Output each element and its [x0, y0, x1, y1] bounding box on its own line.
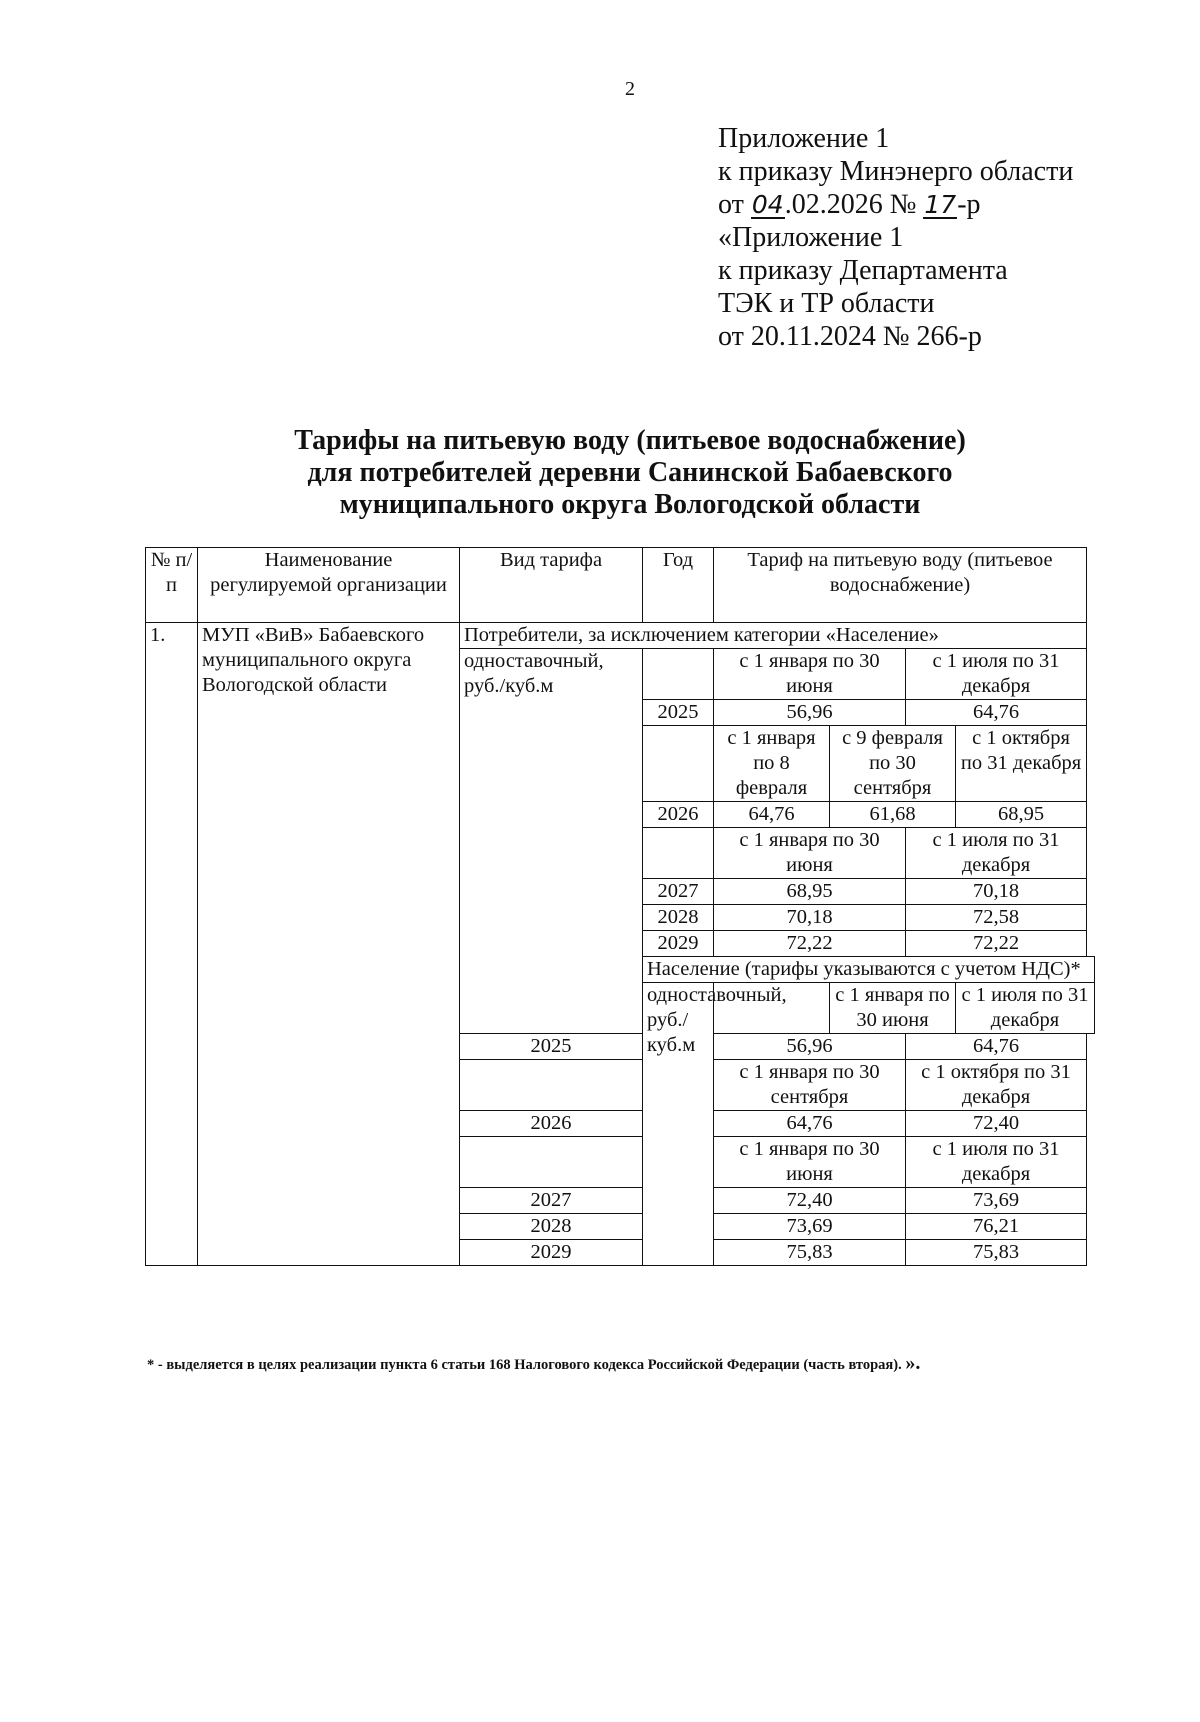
annex-block [718, 122, 1073, 353]
period-label: с 1 января по 30 июня [714, 828, 906, 879]
page-number: 2 [625, 78, 635, 100]
header-num: № п/п [146, 548, 198, 623]
year-cell: 2028 [643, 905, 714, 931]
year-cell: 2029 [643, 931, 714, 957]
year-cell: 2029 [460, 1240, 643, 1266]
tariff-table [145, 547, 1095, 1266]
annex-date-suffix: -р [957, 189, 981, 220]
title-line: муниципального округа Вологодской области [339, 489, 921, 520]
tariff-value: 64,76 [906, 700, 1087, 726]
annex-line: ТЭК и ТР области [718, 288, 935, 319]
annex-line: от 20.11.2024 № 266-р [718, 321, 982, 352]
year-cell: 2027 [643, 879, 714, 905]
tariff-value: 72,40 [714, 1188, 906, 1214]
period-label: с 1 января по 30 июня [714, 1137, 906, 1188]
header-tariff: Тариф на питьевую воду (питьевое водоснабжение) [714, 548, 1087, 623]
annex-date-prefix: от [718, 189, 751, 220]
tariff-value: 70,18 [906, 879, 1087, 905]
closing-quote: ». [905, 1352, 921, 1374]
year-cell: 2026 [643, 802, 714, 828]
handwritten-number: 17 [924, 190, 957, 219]
tariff-value: 76,21 [906, 1214, 1087, 1240]
year-cell: 2025 [460, 1034, 643, 1060]
annex-line: к приказу Минэнерго области [718, 156, 1074, 187]
year-cell: 2027 [460, 1188, 643, 1214]
footnote [147, 1352, 920, 1375]
tariff-value: 75,83 [906, 1240, 1087, 1266]
annex-date-mid: .02.2026 № [784, 189, 924, 220]
tariff-value: 75,83 [714, 1240, 906, 1266]
tariff-value: 72,22 [714, 931, 906, 957]
tariff-value: 72,22 [906, 931, 1087, 957]
table-row [146, 623, 1095, 649]
tariff-value: 56,96 [714, 700, 906, 726]
empty-cell [460, 1137, 643, 1188]
section-title-population: Население (тарифы указываются с учетом НДС)* [643, 957, 1095, 983]
period-label: с 1 июля по 31 декабря [906, 649, 1087, 700]
section-title-consumers: Потребители, за исключением категории «Население» [460, 623, 1087, 649]
empty-cell [643, 726, 714, 802]
period-label: с 1 января по 30 июня [830, 983, 956, 1034]
tariff-value: 70,18 [714, 905, 906, 931]
handwritten-day: 04 [751, 190, 784, 219]
annex-line: к приказу Департамента [718, 255, 1008, 286]
tariff-value: 73,69 [906, 1188, 1087, 1214]
footnote-text: * - выделяется в целях реализации пункта 6 статьи 168 Налогового кодекса Российской Федерации (часть вторая). [147, 1357, 906, 1373]
year-cell: 2026 [460, 1111, 643, 1137]
title-line: для потребителей деревни Санинской Бабаевского [307, 457, 953, 488]
period-label: с 1 января по 8 февраля [714, 726, 830, 802]
row-number: 1. [146, 623, 198, 1266]
tariff-value: 73,69 [714, 1214, 906, 1240]
period-label: с 1 октября по 31 декабря [906, 1060, 1087, 1111]
year-cell: 2025 [643, 700, 714, 726]
tariff-value: 72,40 [906, 1111, 1087, 1137]
organization-name: МУП «ВиВ» Бабаевского муниципального округа Вологодской области [198, 623, 460, 1266]
period-label: с 1 января по 30 сентября [714, 1060, 906, 1111]
empty-cell [460, 1060, 643, 1111]
year-cell: 2028 [460, 1214, 643, 1240]
annex-line: Приложение 1 [718, 123, 890, 154]
tariff-value: 64,76 [714, 1111, 906, 1137]
title-line: Тарифы на питьевую воду (питьевое водоснабжение) [294, 425, 966, 456]
tariff-value: 61,68 [830, 802, 956, 828]
annex-line: «Приложение 1 [718, 222, 904, 253]
tariff-value: 72,58 [906, 905, 1087, 931]
tariff-value: 56,96 [714, 1034, 906, 1060]
tariff-value: 68,95 [714, 879, 906, 905]
period-label: с 9 февраля по 30 сентября [830, 726, 956, 802]
header-year: Год [643, 548, 714, 623]
annex-date-line [718, 188, 1073, 221]
period-label: с 1 июля по 31 декабря [906, 828, 1087, 879]
tariff-kind: одноставочный, руб./куб.м [460, 649, 643, 1034]
document-title [260, 425, 1000, 521]
period-label: с 1 июля по 31 декабря [906, 1137, 1087, 1188]
tariff-value: 68,95 [956, 802, 1087, 828]
tariff-value: 64,76 [906, 1034, 1087, 1060]
header-organization: Наименование регулируемой организации [198, 548, 460, 623]
empty-cell [643, 649, 714, 700]
table-header-row [146, 548, 1095, 623]
header-tariff-kind: Вид тарифа [460, 548, 643, 623]
tariff-kind: одноставочный, руб./куб.м [643, 983, 714, 1266]
empty-cell [643, 828, 714, 879]
period-label: с 1 октября по 31 декабря [956, 726, 1087, 802]
tariff-value: 64,76 [714, 802, 830, 828]
period-label: с 1 июля по 31 декабря [956, 983, 1095, 1034]
period-label: с 1 января по 30 июня [714, 649, 906, 700]
